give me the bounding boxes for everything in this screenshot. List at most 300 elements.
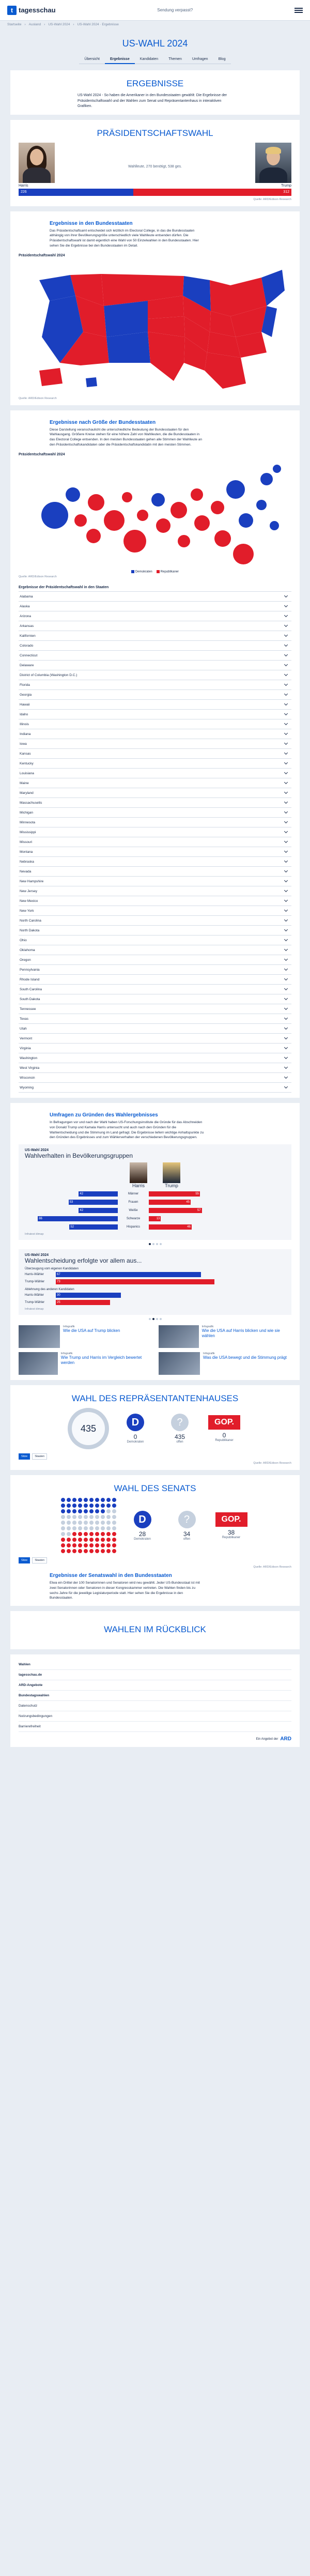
state-accordion-item[interactable]: [19, 729, 291, 739]
tile-kicker: Infografik: [202, 1325, 214, 1329]
senate-seat-dot: [89, 1526, 94, 1530]
senate-seat-dot: [106, 1532, 111, 1536]
infographic-tile[interactable]: [159, 1352, 291, 1375]
bubble-chart-label: Präsidentschaftswahl 2024: [19, 452, 65, 456]
state-accordion-item[interactable]: [19, 670, 291, 680]
chevron-down-icon: [284, 594, 288, 597]
state-name: Arkansas: [20, 624, 34, 628]
state-accordion-item[interactable]: [19, 916, 291, 926]
state-name: Wisconsin: [20, 1076, 35, 1080]
state-name: Utah: [20, 1026, 27, 1031]
senate-seat-dot: [72, 1549, 76, 1553]
senate-seat-dot: [106, 1538, 111, 1542]
senate-seat-dot: [78, 1532, 82, 1536]
state-name: Virginia: [20, 1046, 31, 1050]
state-accordion-item[interactable]: [19, 1014, 291, 1024]
infographic-tiles: [19, 1325, 291, 1375]
state-name: Iowa: [20, 742, 27, 746]
state-accordion-item[interactable]: [19, 739, 291, 749]
source-note: Quelle: ARD/Edison Research: [19, 396, 57, 400]
footer-link[interactable]: Wahlen: [19, 1660, 291, 1670]
motive-row-label: Harris-Wähler: [25, 1273, 44, 1277]
senate-sub-heading: Ergebnisse der Senatswahl in den Bundesstaaten: [50, 1573, 172, 1579]
state-shape[interactable]: [104, 301, 148, 337]
senate-seat-dot: [67, 1509, 71, 1513]
tile-thumbnail: [159, 1352, 200, 1375]
state-name: Montana: [20, 850, 33, 854]
carousel-dot[interactable]: [160, 1318, 162, 1320]
state-bubble[interactable]: [191, 488, 203, 501]
chevron-down-icon: [284, 741, 288, 745]
senate-seat-grid[interactable]: [61, 1498, 116, 1553]
carousel-dot[interactable]: [149, 1243, 151, 1245]
footer-link[interactable]: Bundestagswahlen: [19, 1691, 291, 1701]
subnav-tab-candidates[interactable]: Kandidaten: [135, 55, 163, 64]
state-bubble[interactable]: [171, 502, 187, 518]
trump-head: [163, 1162, 180, 1188]
footer: [10, 1654, 300, 1747]
state-accordion-item[interactable]: [19, 847, 291, 857]
state-bubble[interactable]: [233, 544, 254, 564]
state-bubble[interactable]: [270, 521, 279, 530]
state-accordion-item[interactable]: [19, 778, 291, 788]
state-shape[interactable]: [210, 280, 230, 316]
state-bubble[interactable]: [156, 518, 171, 533]
state-name: District of Columbia (Washington D.C.): [20, 673, 78, 677]
state-name: Wyoming: [20, 1085, 34, 1090]
state-name: Connecticut: [20, 653, 38, 657]
chevron-down-icon: [284, 987, 288, 990]
state-accordion-item[interactable]: [19, 719, 291, 729]
senate-section: [10, 1475, 300, 1606]
subnav-tab-topics[interactable]: Themen: [163, 55, 187, 64]
chevron-down-icon: [284, 820, 288, 823]
state-bubble[interactable]: [88, 494, 104, 511]
chevron-down-icon: [284, 643, 288, 647]
state-accordion-item[interactable]: [19, 759, 291, 769]
ard-brand[interactable]: [19, 1736, 291, 1742]
state-shape[interactable]: [101, 274, 148, 306]
state-accordion-item[interactable]: [19, 837, 291, 847]
state-name: Rhode Island: [20, 977, 40, 982]
results-heading: ERGEBNISSE: [126, 79, 184, 88]
survey-dem-bar: 86: [38, 1216, 118, 1221]
retro-heading: WAHLEN IM RÜCKBLICK: [104, 1624, 206, 1635]
senate-seat-dot: [67, 1526, 71, 1530]
chevron-down-icon: [284, 977, 288, 980]
house-heading: WAHL DES REPRÄSENTANTENHAUSES: [71, 1393, 239, 1404]
state-accordion-item[interactable]: [19, 592, 291, 602]
state-shape[interactable]: [39, 368, 63, 386]
state-accordion-item[interactable]: [19, 798, 291, 808]
state-bubble[interactable]: [260, 473, 273, 485]
state-shape[interactable]: [205, 352, 246, 389]
tile-thumbnail: [159, 1325, 199, 1348]
state-accordion-item[interactable]: [19, 1044, 291, 1053]
infographic-tile[interactable]: [19, 1352, 151, 1375]
survey-box-title: Wahlverhalten in Bevölkerungsgruppen: [25, 1152, 133, 1160]
senate-seat-dot: [72, 1504, 76, 1508]
senate-seat-dot: [89, 1515, 94, 1519]
main-content: [10, 38, 300, 1747]
senate-seat-dot: [95, 1543, 99, 1547]
state-accordion-item[interactable]: [19, 955, 291, 965]
trump-thumb: [163, 1162, 180, 1183]
senate-seat-dot: [84, 1509, 88, 1513]
tile-kicker: Infografik: [203, 1352, 215, 1356]
senate-seat-dot: [112, 1509, 116, 1513]
carousel-dot[interactable]: [156, 1318, 158, 1320]
state-name: Massachusetts: [20, 801, 42, 805]
tile-thumbnail: [19, 1325, 60, 1348]
state-accordion-item[interactable]: [19, 945, 291, 955]
state-bubble[interactable]: [273, 465, 281, 473]
senate-dem-caption: Demokraten: [134, 1537, 151, 1541]
state-accordion-item[interactable]: [19, 1004, 291, 1014]
state-bubble[interactable]: [122, 492, 132, 502]
state-bubble[interactable]: [256, 500, 267, 510]
candidate-names: [19, 184, 291, 188]
open-seat-icon: ?: [178, 1511, 196, 1528]
chevron-down-icon: [284, 712, 288, 715]
senate-seat-dot: [101, 1515, 105, 1519]
senate-sub-text: Etwa ein Drittel der 100 Senatorinnen und Senatoren wird neu gewählt. Jeder US-Bundesstaat ist mit zwei Senatorinnen oder Senatoren in dieser Kongresskammer vertreten. Die Wahlen finden bis zu sechs Jahre für die jeweilige Legislaturperiode statt. Hier sehen Sie die Ergebnisse in den Bundesstaaten.: [50, 1581, 200, 1600]
motive-bar: 73: [56, 1279, 214, 1284]
ard-partner-label: Ein Angebot der: [256, 1737, 278, 1741]
state-accordion-item[interactable]: [19, 651, 291, 661]
senate-tab-seats[interactable]: Sitze: [19, 1557, 30, 1563]
state-accordion-item[interactable]: [19, 661, 291, 670]
chevron-down-icon: [284, 771, 288, 774]
survey-rep-cell: [149, 1224, 242, 1230]
senate-open-caption: offen: [183, 1537, 191, 1541]
state-accordion-item[interactable]: [19, 1073, 291, 1083]
legend-item-rep: [157, 570, 179, 574]
senate-seat-dot: [112, 1498, 116, 1502]
state-name: Kentucky: [20, 761, 34, 765]
state-shape[interactable]: [86, 377, 97, 387]
state-name: Maryland: [20, 791, 34, 795]
top-bar: [0, 0, 310, 21]
state-bubble[interactable]: [178, 535, 190, 547]
motive-bar: 30: [56, 1293, 121, 1298]
state-accordion-item[interactable]: [19, 985, 291, 994]
survey-text: In Befragungen vor und nach der Wahl haben US-Forschungsinstitute die Gründe für das Abschneiden von Donald Trump und Kamala Harris untersucht und auch nach den Gründen für die Wahlentscheidung und die Stimmung im Land gefragt. Die Ergebnisse liefern wichtige Anhaltspunkte zu den Gründen des Ergebnisses und zum Wählerverhalten der verschiedenen Bevölkerungsgruppen.: [50, 1121, 204, 1140]
state-accordion-item[interactable]: [19, 769, 291, 778]
results-intro: [10, 70, 300, 115]
chevron-down-icon: [284, 947, 288, 951]
footer-link[interactable]: Nutzungsbedingungen: [19, 1711, 291, 1722]
senate-seat-dot: [89, 1509, 94, 1513]
senate-seat-dot: [61, 1521, 65, 1525]
state-accordion-item[interactable]: [19, 808, 291, 818]
house-dem-caption: Demokraten: [127, 1440, 144, 1444]
house-tab-states[interactable]: Staaten: [32, 1453, 47, 1460]
bubble-section: [10, 410, 300, 1098]
state-accordion: [19, 591, 291, 1093]
map-section-text: Das Präsidentschaftsamt entscheidet sich letztlich im Electoral College, in das die Bundesstaaten abhängig von ihrer Bevölkerungsgröße unterschiedlich viele Wahlleute entsenden dürfen. Die Präsidentschaftswahl ist damit eigentlich eine Wahl von 50 Einzelwahlen in den Bundesstaaten. Hier sehen Sie die Ergebnisse bei den Bundesstaaten im Detail.: [50, 228, 199, 248]
chevron-down-icon: [284, 751, 288, 755]
senate-seat-dot: [112, 1543, 116, 1547]
state-accordion-item[interactable]: [19, 788, 291, 798]
harris-thumb: [130, 1162, 147, 1183]
senate-seat-dot: [84, 1521, 88, 1525]
survey-box-tag: US-Wahl 2024: [25, 1253, 49, 1258]
state-accordion-item[interactable]: [19, 1063, 291, 1073]
chevron-down-icon: [284, 800, 288, 804]
carousel-dots[interactable]: [19, 1318, 291, 1320]
senate-dem-seats: 28: [138, 1530, 146, 1538]
senate-seat-dot: [61, 1538, 65, 1542]
state-name: West Virginia: [20, 1066, 40, 1070]
chevron-down-icon: [284, 604, 288, 607]
state-accordion-item[interactable]: [19, 886, 291, 896]
senate-seat-dot: [89, 1532, 94, 1536]
senate-seat-dot: [101, 1498, 105, 1502]
state-accordion-item[interactable]: [19, 749, 291, 759]
state-accordion-item[interactable]: [19, 975, 291, 985]
state-accordion-item[interactable]: [19, 857, 291, 867]
senate-seat-dot: [112, 1504, 116, 1508]
state-accordion-item[interactable]: [19, 621, 291, 631]
senate-seat-dot: [72, 1521, 76, 1525]
footer-link[interactable]: Barrierefreiheit: [19, 1722, 291, 1732]
menu-icon[interactable]: [295, 8, 303, 13]
harris-portrait: [19, 143, 55, 183]
state-name: North Carolina: [20, 918, 41, 923]
chevron-down-icon: [284, 1016, 288, 1020]
breadcrumb-item[interactable]: Ausland: [28, 23, 41, 26]
state-name: Oklahoma: [20, 948, 35, 952]
state-bubble[interactable]: [151, 493, 165, 507]
subnav-tab-polls[interactable]: Umfragen: [187, 55, 213, 64]
house-open-caption: offen: [176, 1440, 183, 1444]
senate-seat-dot: [112, 1526, 116, 1530]
state-accordion-item[interactable]: [19, 827, 291, 837]
state-accordion-item[interactable]: [19, 631, 291, 641]
carousel-dot[interactable]: [149, 1318, 151, 1320]
state-shape[interactable]: [148, 332, 185, 381]
survey-row: [25, 1199, 285, 1206]
state-accordion-item[interactable]: [19, 611, 291, 621]
state-accordion-item[interactable]: [19, 877, 291, 886]
electoral-bar-rep: 312: [133, 189, 291, 196]
senate-seat-dot: [84, 1549, 88, 1553]
breadcrumb-item[interactable]: Startseite: [7, 23, 22, 26]
house-donut[interactable]: 435: [68, 1408, 109, 1449]
state-name: Oregon: [20, 958, 31, 962]
chevron-down-icon: [284, 849, 288, 853]
state-bubble[interactable]: [214, 530, 231, 547]
state-accordion-item[interactable]: [19, 700, 291, 710]
senate-rep: [213, 1512, 250, 1539]
breadcrumb-separator-icon: ›: [24, 23, 26, 26]
state-bubble[interactable]: [66, 487, 80, 502]
state-bubble[interactable]: [211, 501, 224, 514]
senate-seat-dot: [84, 1538, 88, 1542]
survey-rep-cell: [149, 1200, 242, 1205]
carousel-dot[interactable]: [156, 1243, 158, 1245]
senate-heading: WAHL DES SENATS: [114, 1483, 196, 1494]
rep-candidate-name: Trump: [281, 183, 291, 188]
state-accordion-item[interactable]: [19, 710, 291, 719]
state-accordion-item[interactable]: [19, 641, 291, 651]
senate-dem: [125, 1511, 161, 1541]
state-name: Delaware: [20, 663, 34, 667]
state-bubble[interactable]: [137, 510, 148, 521]
senate-seat-dot: [67, 1549, 71, 1553]
source-note: Quelle: ARD/Edison Research: [253, 1566, 291, 1569]
state-name: Alaska: [20, 604, 30, 608]
tile-title: Wie Trump und Harris im Vergleich bewertet werden: [60, 1355, 142, 1365]
state-name: Louisiana: [20, 771, 34, 775]
logo-mark-icon: t: [7, 6, 17, 15]
state-name: New Mexico: [20, 899, 38, 903]
house-section: [10, 1385, 300, 1470]
carousel-dot[interactable]: [152, 1243, 154, 1245]
breadcrumb-item[interactable]: US-Wahl 2024: [48, 23, 70, 26]
tile-kicker: Infografik: [60, 1352, 73, 1356]
state-accordion-item[interactable]: [19, 690, 291, 700]
senate-seat-dot: [95, 1509, 99, 1513]
chevron-down-icon: [284, 830, 288, 833]
footer-link[interactable]: ARD-Angebote: [19, 1680, 291, 1691]
gop-logo-icon: GOP.: [215, 1512, 247, 1527]
state-bubble[interactable]: [123, 530, 146, 553]
survey-box-source: Infratest dimap: [25, 1233, 44, 1236]
state-name: Tennessee: [20, 1007, 36, 1011]
senate-open-seats: 34: [183, 1530, 191, 1538]
state-accordion-item[interactable]: [19, 965, 291, 975]
subnav-tab-blog[interactable]: Blog: [213, 55, 231, 64]
state-accordion-item[interactable]: [19, 936, 291, 945]
survey-dem-cell: [25, 1191, 118, 1197]
state-accordion-item[interactable]: [19, 818, 291, 827]
chevron-down-icon: [284, 1006, 288, 1010]
state-name: North Dakota: [20, 928, 40, 932]
state-accordion-item[interactable]: [19, 1024, 291, 1034]
house-tab-seats[interactable]: Sitze: [19, 1453, 30, 1460]
chevron-down-icon: [284, 996, 288, 1000]
source-note: Quelle: ARD/Edison Research: [19, 575, 57, 579]
chevron-down-icon: [284, 1026, 288, 1030]
chevron-down-icon: [284, 672, 288, 676]
presidential-result: [10, 120, 300, 206]
footer-link[interactable]: Datenschutz: [19, 1701, 291, 1711]
state-accordion-item[interactable]: [19, 1034, 291, 1044]
democrat-logo-icon: D: [127, 1414, 144, 1431]
motive-group-rows: [25, 1292, 285, 1306]
carousel-dots[interactable]: [19, 1243, 291, 1245]
survey-section: [10, 1103, 300, 1380]
senate-seat-dot: [61, 1543, 65, 1547]
chevron-down-icon: [284, 879, 288, 882]
missed-broadcast-link[interactable]: [157, 8, 193, 12]
us-results-map[interactable]: [19, 259, 291, 394]
chevron-down-icon: [284, 888, 288, 892]
footer-link[interactable]: tagesschau.de: [19, 1670, 291, 1680]
state-accordion-item[interactable]: [19, 602, 291, 611]
state-bubble[interactable]: [239, 513, 253, 528]
subnav-tab-overview[interactable]: Übersicht: [79, 55, 105, 64]
senate-seat-dot: [89, 1538, 94, 1542]
state-accordion-item[interactable]: [19, 994, 291, 1004]
chevron-down-icon: [284, 1075, 288, 1079]
chevron-down-icon: [284, 938, 288, 941]
house-rep-seats: 0: [222, 1432, 226, 1439]
state-accordion-item[interactable]: [19, 896, 291, 906]
infographic-tile[interactable]: [19, 1325, 151, 1348]
source-note: Quelle: ARD/Edison Research: [253, 1462, 291, 1465]
state-bubble[interactable]: [104, 510, 125, 531]
state-bubble[interactable]: [226, 480, 245, 499]
state-accordion-item[interactable]: [19, 867, 291, 877]
senate-seat-dot: [95, 1515, 99, 1519]
senate-seat-dot: [95, 1538, 99, 1542]
survey-dem-cell: [25, 1208, 118, 1213]
survey-row-label: Weiße: [129, 1209, 138, 1213]
state-bubble[interactable]: [41, 502, 68, 529]
tile-kicker: Infografik: [63, 1325, 75, 1329]
senate-seat-dot: [95, 1498, 99, 1502]
state-accordion-item[interactable]: [19, 926, 291, 936]
breadcrumb: [0, 21, 310, 28]
infographic-tile[interactable]: [159, 1325, 291, 1348]
survey-row-label: Frauen: [128, 1201, 138, 1204]
state-accordion-item[interactable]: [19, 680, 291, 690]
missed-broadcast-label: Sendung verpasst?: [157, 8, 193, 12]
senate-seat-dot: [78, 1543, 82, 1547]
senate-seat-dot: [101, 1504, 105, 1508]
legend-swatch-dem: [131, 570, 134, 573]
motive-group-rows: [25, 1271, 285, 1285]
survey-rep-bar: 46: [149, 1224, 192, 1230]
senate-rep-seats: 38: [227, 1528, 235, 1536]
senate-seat-dot: [95, 1532, 99, 1536]
retro-section: [10, 1611, 300, 1649]
state-bubble[interactable]: [86, 529, 101, 543]
house-rep-caption: Republikaner: [215, 1439, 234, 1443]
state-name: Arizona: [20, 614, 32, 618]
state-name: New York: [20, 909, 34, 913]
site-logo[interactable]: [7, 6, 56, 15]
state-accordion-item[interactable]: [19, 1053, 291, 1063]
presidential-heading: PRÄSIDENTSCHAFTSWAHL: [97, 128, 213, 138]
state-bubble[interactable]: [74, 514, 87, 527]
carousel-dot[interactable]: [152, 1318, 154, 1320]
state-accordion-item[interactable]: [19, 1083, 291, 1093]
page-title: US-WAHL 2024: [122, 38, 188, 49]
state-name: New Jersey: [20, 889, 37, 893]
senate-tab-states[interactable]: Staaten: [32, 1557, 47, 1563]
state-bubble[interactable]: [194, 515, 210, 531]
bubble-legend: [19, 570, 291, 574]
carousel-dot[interactable]: [160, 1243, 162, 1245]
state-accordion-item[interactable]: [19, 906, 291, 916]
bubble-cartogram[interactable]: [19, 458, 291, 567]
senate-seat-dot: [61, 1549, 65, 1553]
subnav-tab-results[interactable]: Ergebnisse: [105, 55, 135, 64]
state-name: Hawaii: [20, 702, 30, 707]
harris-head: [130, 1162, 147, 1188]
state-shape[interactable]: [106, 332, 150, 363]
survey-box-tag: US-Wahl 2024: [25, 1148, 49, 1153]
senate-seat-dot: [84, 1504, 88, 1508]
senate-seat-dot: [61, 1504, 65, 1508]
state-name: Michigan: [20, 810, 34, 815]
electoral-vote-bar: [19, 189, 291, 196]
senate-seat-dot: [112, 1532, 116, 1536]
